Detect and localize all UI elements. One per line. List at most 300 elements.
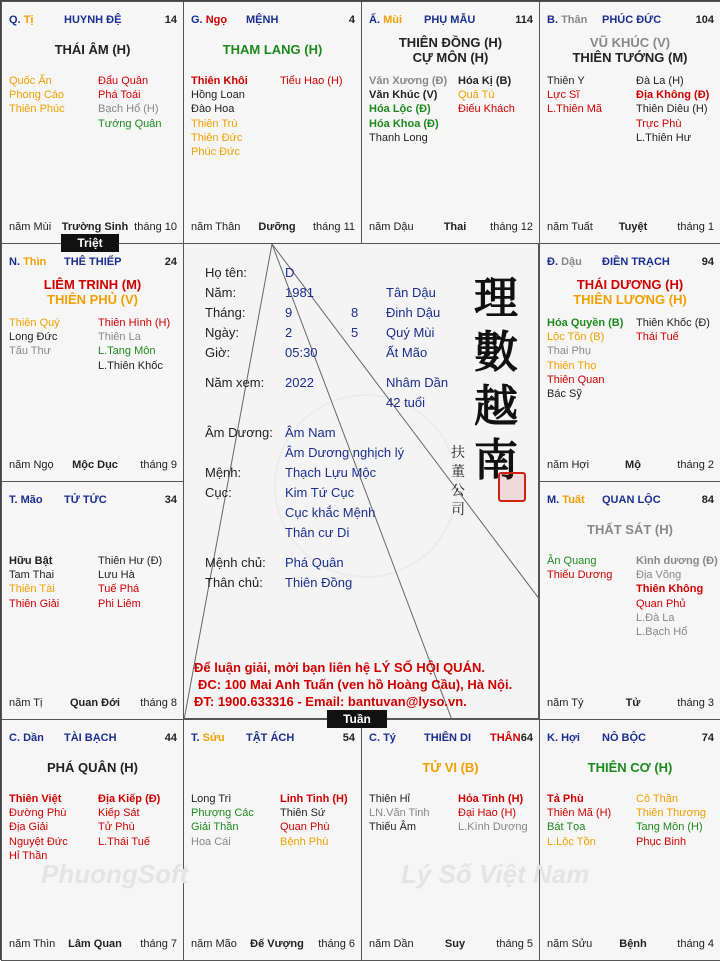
minor-star: L.Thiên Khốc: [98, 359, 163, 372]
value-thang-am-lich: 8: [351, 305, 359, 320]
palace-year: năm Hợi: [547, 459, 590, 471]
minor-star: L.Thiên Hư: [636, 131, 692, 144]
palace-house-name: PHÚC ĐỨC: [602, 14, 662, 26]
palace-stage: Thai: [443, 221, 467, 233]
minor-star: Hoa Cái: [191, 835, 231, 848]
main-star: VŨ KHÚC (V): [589, 35, 671, 50]
main-star: THÁI ÂM (H): [54, 42, 131, 57]
palace-header: [9, 256, 179, 268]
star-column-left: [547, 74, 602, 117]
label-nam-xem: Năm xem:: [205, 375, 265, 390]
minor-star: Thiên Thương: [636, 807, 707, 820]
minor-star: Bạch Hổ (H): [98, 103, 159, 116]
main-star: THẤT SÁT (H): [587, 522, 673, 537]
label-than-chu: Thân chủ:: [205, 575, 263, 590]
minor-star: Quả Tú: [458, 89, 495, 102]
minor-star: L.Lộc Tồn: [547, 835, 596, 848]
minor-star: Phá Toái: [98, 89, 141, 102]
minor-star: Lưu Hà: [98, 569, 135, 582]
minor-star: Tả Phù: [547, 793, 584, 805]
minor-star: L.Đà La: [636, 611, 675, 624]
palace-year: năm Thìn: [9, 938, 56, 950]
minor-star: Quan Phủ: [636, 597, 686, 610]
minor-star: Tấu Thư: [9, 345, 52, 358]
palace-number: 114: [515, 14, 533, 26]
minor-star: Thiên Tài: [9, 583, 55, 596]
minor-star: Phục Binh: [636, 835, 687, 848]
calligraphy-char: 理: [474, 273, 518, 324]
palace-year: năm Thân: [191, 221, 241, 233]
value-am-duong: Âm Nam: [285, 425, 336, 440]
value-nam-xem: 2022: [285, 375, 314, 390]
contact-line-2: ĐC: 100 Mai Anh Tuấn (ven hồ Hoàng Cầu), Hà Nội.: [198, 677, 513, 692]
palace-chi: Mão: [20, 494, 43, 506]
palace-footer: [9, 459, 179, 471]
value-cuc-relation: Cục khắc Mệnh: [285, 505, 376, 520]
value-than-cu: Thân cư Di: [285, 525, 350, 540]
contact-line-3: ĐT: 1900.633316 - Email: bantuvan@lyso.vn.: [194, 694, 467, 709]
minor-star: L.Tang Môn: [98, 345, 156, 358]
palace-house-name: ĐIỀN TRẠCH: [602, 256, 670, 268]
palace-year: năm Mùi: [9, 221, 52, 233]
red-seal-stamp: [498, 472, 526, 502]
palace-can: T.: [9, 494, 18, 506]
palace-month: tháng 1: [677, 221, 714, 233]
main-star: THIÊN TƯỚNG (M): [572, 50, 688, 65]
palace-year: năm Mão: [191, 938, 237, 950]
calligraphy-char: 南: [474, 435, 518, 486]
minor-star: Bệnh Phù: [280, 835, 329, 848]
minor-star: Đào Hoa: [191, 103, 235, 116]
palace-chi: Tý: [383, 732, 396, 744]
palace-year: năm Tị: [9, 697, 43, 709]
palace-number: 4: [348, 14, 355, 26]
value-ngay: 2: [285, 325, 293, 340]
palace-chi: Mùi: [383, 14, 403, 26]
minor-star: Thiên La: [98, 331, 141, 344]
palace-number: 54: [342, 732, 355, 744]
palace-number: 14: [164, 14, 177, 26]
value-nam-xem-can-chi: Nhâm Dần: [386, 375, 449, 390]
palace-hoi: [539, 719, 720, 961]
palace-house-name: PHỤ MẪU: [424, 14, 476, 26]
minor-star: Phúc Đức: [191, 145, 240, 158]
palace-stage: Tuyệt: [618, 221, 648, 233]
minor-star: Hỉ Thần: [9, 849, 48, 862]
palace-house-name: TÀI BẠCH: [64, 732, 117, 744]
value-thang-can-chi: Đinh Dậu: [386, 305, 441, 320]
main-star: THIÊN PHỦ (V): [47, 292, 138, 307]
star-column-right: [280, 792, 348, 849]
main-star: THAM LANG (H): [222, 42, 323, 57]
palace-number: 64: [520, 732, 533, 744]
palace-year: năm Tuất: [547, 221, 593, 233]
palace-mao: [1, 481, 184, 720]
palace-house-name: HUYNH ĐỆ: [64, 14, 122, 26]
palace-stage: Tử: [625, 697, 641, 709]
star-column-right: [636, 554, 718, 639]
palace-can: M.: [547, 494, 560, 506]
palace-footer: [547, 938, 716, 950]
minor-star: Đường Phù: [9, 807, 67, 820]
palace-stage: Đế Vượng: [250, 938, 304, 950]
contact-line-1: Để luận giải, mời bạn liên hệ LÝ SỐ HỘI QUÁN.: [194, 660, 485, 675]
palace-suu: [183, 719, 362, 961]
minor-star: Long Đức: [9, 331, 58, 344]
minor-star: Địa Võng: [636, 569, 682, 582]
watermark-phuonglong: PhuongSoft: [41, 859, 189, 889]
minor-star: Thiên Không: [636, 583, 704, 596]
palace-number: 74: [701, 732, 714, 744]
palace-house-name: THÊ THIẾP: [64, 256, 122, 268]
minor-star: Thiếu Âm: [369, 821, 417, 834]
minor-star: Tử Phù: [98, 821, 135, 834]
palace-number: 104: [695, 14, 714, 26]
palace-stage: Mộc Dục: [72, 459, 118, 471]
label-menh-chu: Mệnh chủ:: [205, 555, 266, 570]
minor-star: Tiểu Hao (H): [280, 75, 343, 87]
palace-footer: [369, 221, 535, 233]
triet-marker: Triệt: [61, 234, 119, 252]
main-star: TỬ VI (B): [422, 760, 479, 775]
minor-star: Tang Môn (H): [636, 821, 703, 834]
minor-star: Tướng Quân: [98, 117, 162, 130]
minor-star: Thiên Diêu (H): [636, 103, 708, 116]
calligraphy-char: 數: [474, 327, 518, 378]
minor-star: Hóa Lộc (Đ): [369, 103, 431, 116]
main-star: THIÊN CƠ (H): [587, 760, 673, 775]
palace-footer: [9, 938, 179, 950]
minor-star: Hóa Khoa (Đ): [369, 117, 439, 130]
palace-chi: Sửu: [202, 732, 225, 744]
minor-star: Thiên Việt: [9, 793, 62, 805]
minor-star: Văn Khúc (V): [369, 89, 438, 102]
star-column-left: [547, 316, 623, 401]
minor-star: Long Trì: [191, 793, 232, 805]
palace-chi: Dần: [23, 732, 44, 744]
seal-char: 公: [451, 483, 465, 499]
minor-star: Tam Thai: [9, 569, 55, 582]
palace-house-name: THIÊN DI: [424, 732, 472, 744]
value-menh-chu: Phá Quân: [285, 555, 344, 570]
seal-char: 司: [451, 502, 465, 518]
palace-chi: Tị: [23, 14, 34, 26]
palace-can: T.: [191, 732, 200, 744]
palace-year: năm Dần: [369, 938, 414, 950]
minor-star: Thiên Thọ: [547, 359, 597, 372]
minor-star: Thiên Hỉ: [369, 793, 410, 805]
palace-stage: Mộ: [625, 459, 641, 471]
minor-star: Bác Sỹ: [547, 387, 582, 400]
value-cuc: Kim Tứ Cục: [285, 485, 355, 500]
than-marker: THÂN: [490, 732, 521, 744]
palace-footer: [9, 221, 179, 233]
star-column-left: [9, 74, 65, 117]
minor-star: L.Thiên Mã: [547, 103, 603, 116]
minor-star: Thai Phụ: [547, 345, 592, 358]
palace-mui: [361, 1, 540, 244]
minor-star: Thiên Y: [547, 75, 585, 87]
palace-header: [547, 732, 716, 744]
label-menh: Mệnh:: [205, 465, 242, 480]
minor-star: Thiếu Dương: [547, 569, 613, 582]
palace-can: Đ.: [547, 256, 558, 268]
star-column-left: [369, 74, 447, 145]
tuan-marker: Tuần: [327, 710, 387, 728]
palace-ngo: [183, 1, 362, 244]
palace-chi: Thân: [561, 14, 588, 26]
label-ho-ten: Họ tên:: [205, 265, 247, 280]
palace-ti: [1, 1, 184, 244]
palace-stage: Dưỡng: [258, 221, 296, 233]
star-column-right: [98, 792, 160, 849]
minor-star: Tuế Phá: [98, 583, 140, 596]
minor-star: Giải Thần: [191, 821, 239, 834]
minor-star: Phi Liêm: [98, 597, 141, 610]
palace-month: tháng 7: [140, 938, 177, 950]
palace-month: tháng 8: [140, 697, 177, 709]
palace-can: Q.: [9, 14, 21, 26]
minor-star: Lực Sĩ: [547, 89, 580, 102]
label-thang: Tháng:: [205, 305, 246, 320]
palace-stage: Lâm Quan: [68, 938, 122, 950]
palace-year: năm Dậu: [369, 221, 414, 233]
palace-stage: Suy: [444, 938, 466, 950]
palace-footer: [9, 697, 179, 709]
palace-stage: Bệnh: [619, 938, 647, 950]
palace-month: tháng 10: [134, 221, 177, 233]
minor-star: Đại Hao (H): [458, 807, 517, 820]
star-column-left: [191, 792, 254, 849]
star-column-right: [280, 74, 343, 88]
palace-house-name: MỆNH: [246, 14, 279, 26]
value-nam: 1981: [285, 285, 314, 300]
value-ngay-can-chi: Quý Mùi: [386, 325, 435, 340]
minor-star: LN.Văn Tinh: [369, 807, 430, 820]
palace-month: tháng 12: [490, 221, 533, 233]
palace-thin: [1, 243, 184, 482]
palace-can: C.: [369, 732, 380, 744]
star-column-left: [9, 554, 59, 611]
palace-header: [369, 14, 535, 26]
palace-number: 84: [701, 494, 714, 506]
value-than-chu: Thiên Đồng: [285, 575, 353, 590]
palace-tuat: [539, 481, 720, 720]
star-column-right: [98, 554, 162, 611]
minor-star: Lộc Tồn (B): [547, 331, 605, 344]
minor-star: Thiên Trù: [191, 117, 238, 130]
palace-header: [9, 14, 179, 26]
minor-star: Quan Phù: [280, 821, 330, 834]
palace-stage: Quan Đới: [70, 697, 120, 709]
minor-star: Đẩu Quân: [98, 75, 149, 87]
palace-month: tháng 6: [318, 938, 355, 950]
palace-ty: [361, 719, 540, 961]
palace-chi: Hợi: [561, 732, 580, 744]
star-column-left: [191, 74, 248, 159]
value-ho-ten: D: [285, 265, 295, 280]
minor-star: Hồng Loan: [191, 89, 245, 102]
value-am-duong-ly: Âm Dương nghịch lý: [285, 445, 405, 460]
main-star: THIÊN ĐỒNG (H): [398, 35, 503, 50]
palace-can: C.: [9, 732, 20, 744]
minor-star: Điếu Khách: [458, 103, 515, 116]
value-gio: 05:30: [285, 345, 318, 360]
palace-can: B.: [547, 14, 558, 26]
minor-star: Trực Phù: [636, 117, 682, 130]
value-tuoi: 42 tuổi: [386, 395, 426, 410]
minor-star: Thái Tuế: [636, 331, 679, 344]
palace-year: năm Ngọ: [9, 459, 54, 471]
palace-header: [547, 494, 716, 506]
star-column-right: [636, 316, 710, 344]
star-column-right: [98, 74, 162, 131]
main-star: THÁI DƯƠNG (H): [576, 277, 684, 292]
minor-star: Địa Giải: [9, 821, 49, 834]
value-gio-can-chi: Ất Mão: [386, 345, 428, 360]
palace-can: Ấ.: [369, 14, 380, 26]
star-column-left: [369, 792, 430, 835]
minor-star: Thiên Mã (H): [547, 807, 612, 820]
minor-star: Văn Xương (Đ): [369, 75, 448, 87]
minor-star: Bát Tọa: [547, 821, 586, 834]
minor-star: L.Bạch Hổ: [636, 625, 688, 638]
minor-star: Cô Thần: [636, 793, 678, 805]
palace-footer: [369, 938, 535, 950]
palace-month: tháng 2: [677, 459, 714, 471]
label-gio: Giờ:: [205, 345, 231, 360]
minor-star: Ân Quang: [547, 555, 597, 567]
palace-dau: [539, 243, 720, 482]
palace-stage: Trường Sinh: [61, 221, 129, 233]
minor-star: L.Thái Tuế: [98, 835, 150, 848]
label-am-duong: Âm Dương:: [205, 425, 273, 440]
value-nam-can-chi: Tân Dậu: [386, 285, 436, 300]
palace-footer: [191, 938, 357, 950]
minor-star: Thiên Phúc: [9, 103, 65, 116]
palace-header: [369, 732, 535, 744]
palace-header: [191, 14, 357, 26]
minor-star: Thiên Khốc (Đ): [636, 317, 710, 329]
palace-month: tháng 9: [140, 459, 177, 471]
palace-year: năm Sửu: [547, 938, 593, 950]
value-ngay-am-lich: 5: [351, 325, 359, 340]
palace-house-name: NÔ BỘC: [602, 732, 646, 744]
minor-star: Phượng Các: [191, 807, 254, 820]
seal-text-column: [449, 444, 467, 520]
minor-star: Thiên Sứ: [280, 807, 326, 820]
palace-chi: Thìn: [23, 256, 47, 268]
palace-chi: Tuất: [562, 494, 585, 506]
minor-star: Quốc Ấn: [9, 75, 52, 87]
minor-star: L.Kình Dương: [458, 821, 528, 834]
palace-header: [9, 494, 179, 506]
minor-star: Thiên Hình (H): [98, 317, 171, 329]
palace-dan: [1, 719, 184, 961]
palace-month: tháng 11: [312, 221, 355, 233]
palace-number: 44: [164, 732, 177, 744]
minor-star: Hỏa Tinh (H): [458, 793, 524, 805]
minor-star: Địa Kiếp (Đ): [98, 793, 161, 805]
star-column-left: [9, 316, 60, 359]
palace-house-name: TẬT ÁCH: [246, 732, 295, 744]
minor-star: Thiên Quan: [547, 373, 605, 386]
minor-star: Hóa Quyền (B): [547, 317, 624, 329]
palace-chi: Dậu: [561, 256, 582, 268]
palace-header: [547, 256, 716, 268]
palace-footer: [191, 221, 357, 233]
minor-star: Kiếp Sát: [98, 807, 140, 820]
label-cuc: Cục:: [205, 485, 232, 500]
minor-star: Thiên Hư (Đ): [98, 555, 163, 567]
palace-header: [547, 14, 716, 26]
palace-house-name: QUAN LỘC: [602, 494, 661, 506]
palace-month: tháng 4: [677, 938, 714, 950]
star-column-right: [636, 792, 706, 849]
palace-chi: Ngọ: [205, 14, 228, 26]
star-column-left: [9, 792, 68, 863]
palace-footer: [547, 459, 716, 471]
star-column-left: [547, 792, 611, 849]
watermark-ly-so: Lý Số Việt Nam: [401, 859, 590, 889]
minor-star: Nguyệt Đức: [9, 835, 68, 848]
label-nam: Năm:: [205, 285, 237, 300]
minor-star: Đà La (H): [636, 75, 684, 87]
calligraphy-char: 越: [474, 381, 518, 432]
palace-number: 34: [164, 494, 177, 506]
label-ngay: Ngày:: [205, 325, 239, 340]
minor-star: Thanh Long: [369, 131, 428, 144]
minor-star: Thiên Quý: [9, 317, 60, 329]
palace-month: tháng 3: [677, 697, 714, 709]
star-column-left: [547, 554, 612, 582]
star-column-right: [458, 74, 515, 117]
star-column-right: [636, 74, 709, 145]
main-star: PHÁ QUÂN (H): [47, 760, 138, 775]
seal-char: 扶: [451, 445, 465, 461]
minor-star: Linh Tinh (H): [280, 793, 348, 805]
minor-star: Hữu Bật: [9, 555, 53, 567]
palace-house-name: TỬ TỨC: [64, 494, 107, 506]
minor-star: Phong Cáo: [9, 89, 65, 102]
calligraphy-title: [468, 272, 524, 488]
palace-header: [9, 732, 179, 744]
palace-can: G.: [191, 14, 203, 26]
main-star: CỰ MÔN (H): [412, 50, 489, 65]
palace-number: 94: [701, 256, 714, 268]
palace-than: [539, 1, 720, 244]
palace-footer: [547, 221, 716, 233]
minor-star: Kình dương (Đ): [636, 555, 718, 567]
palace-year: năm Tý: [547, 697, 584, 709]
palace-number: 24: [164, 256, 177, 268]
main-star: THIÊN LƯƠNG (H): [573, 292, 687, 307]
palace-header: [191, 732, 357, 744]
center-info-panel: [183, 243, 539, 719]
palace-can: N.: [9, 256, 20, 268]
minor-star: Thiên Khôi: [191, 75, 248, 87]
palace-month: tháng 5: [496, 938, 533, 950]
palace-can: K.: [547, 732, 558, 744]
minor-star: Thiên Giải: [9, 597, 60, 610]
minor-star: Thiên Đức: [191, 131, 243, 144]
seal-char: 董: [451, 464, 465, 480]
star-column-right: [458, 792, 528, 835]
palace-footer: [547, 697, 716, 709]
minor-star: Địa Không (Đ): [636, 89, 710, 102]
minor-star: Hóa Kị (B): [458, 75, 512, 87]
star-column-right: [98, 316, 170, 373]
